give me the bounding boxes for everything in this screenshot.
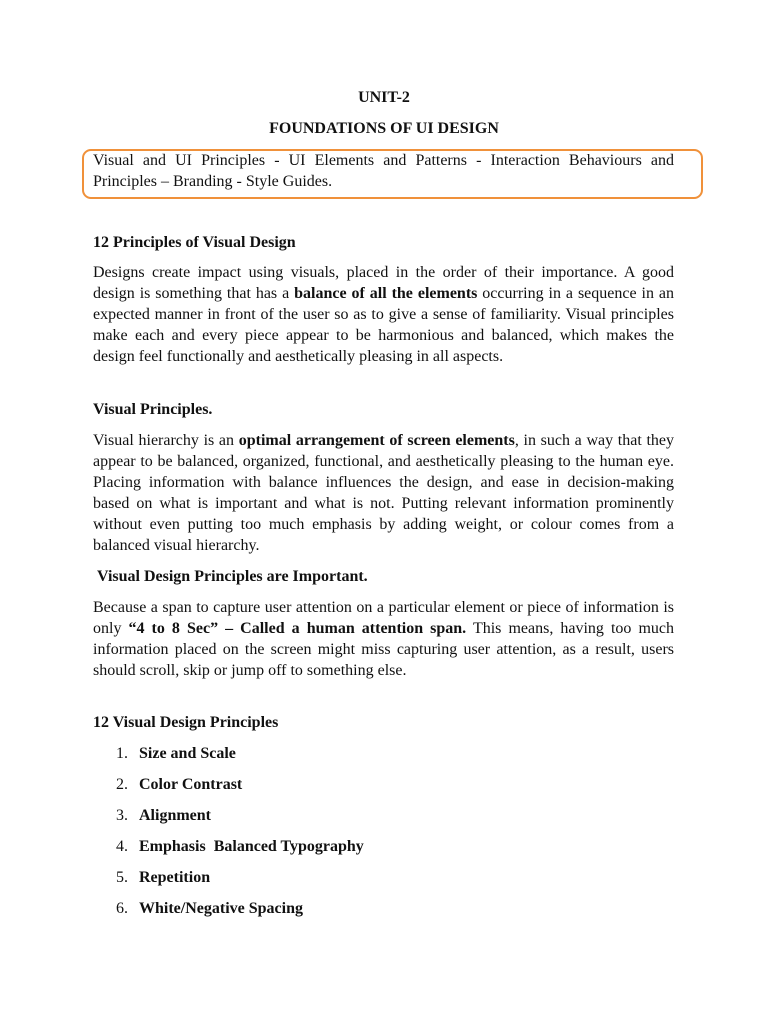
list-item [93,774,674,805]
heading-visual-principles: Visual Principles. [93,401,213,418]
paragraph-hierarchy [93,430,674,556]
list-item-number: 3. [116,807,128,824]
list-item [93,867,674,898]
unit-heading: UNIT-2 [358,89,410,106]
list-item [93,743,674,774]
heading-12-visual-design-principles: 12 Visual Design Principles [93,714,279,731]
chapter-title: FOUNDATIONS OF UI DESIGN [269,120,499,137]
paragraph-attention-span [93,597,674,681]
heading-principles-important: Visual Design Principles are Important. [97,568,368,585]
paragraph-hierarchy-text-1: Visual hierarchy is an [93,432,239,449]
list-item-text: Size and Scale [139,745,236,762]
paragraph-attention-bold: “4 to 8 Sec” – Called a human attention span. [128,620,467,637]
paragraph-hierarchy-text-2: , in such a way that they appear to be balanced, organized, functional, and aesthetically pleasing to the human eye. Placing information with balance influences the design, and ease in decision-making based on what is important and what is not. Putting relevant information prominently without even putting too much emphasis by adding weight, or colour comes from a balanced visual hierarchy. [93,432,674,554]
list-item-text: Repetition [139,869,211,886]
list-item-number: 4. [116,838,128,855]
list-item-number: 5. [116,869,128,886]
paragraph-intro-text-2: occurring in a sequence in an expected manner in front of the user so as to give a sense of familiarity. Visual principles make each and every piece appear to be harmonious and balanced, which makes the design feel functionally and aesthetically pleasing in all aspects. [93,285,674,365]
list-item-text: Emphasis Balanced Typography [139,838,364,855]
list-item-number: 1. [116,745,128,762]
list-item [93,805,674,836]
paragraph-attention-text-1: Because a span to capture user attention on a particular element or piece of information is only [93,599,674,637]
list-item-text: White/Negative Spacing [139,900,303,917]
paragraph-intro-text-1: Designs create impact using visuals, placed in the order of their importance. A good design is something that has a [93,264,674,302]
topics-text: Visual and UI Principles - UI Elements and Patterns - Interaction Behaviours and Principles – Branding - Style Guides. [93,152,674,190]
list-item-number: 2. [116,776,128,793]
principles-list [93,743,674,929]
paragraph-attention-text-2: This means, having too much information placed on the screen might miss capturing user attention, as a result, users should scroll, skip or jump off to something else. [93,620,674,679]
list-item-text: Color Contrast [139,776,243,793]
list-item-number: 6. [116,900,128,917]
list-item [93,836,674,867]
list-item [93,898,674,929]
heading-12-principles: 12 Principles of Visual Design [93,234,296,251]
paragraph-hierarchy-bold: optimal arrangement of screen elements [238,432,515,449]
paragraph-intro [93,262,674,367]
list-item-text: Alignment [139,807,211,824]
paragraph-intro-bold: balance of all the elements [294,285,478,302]
